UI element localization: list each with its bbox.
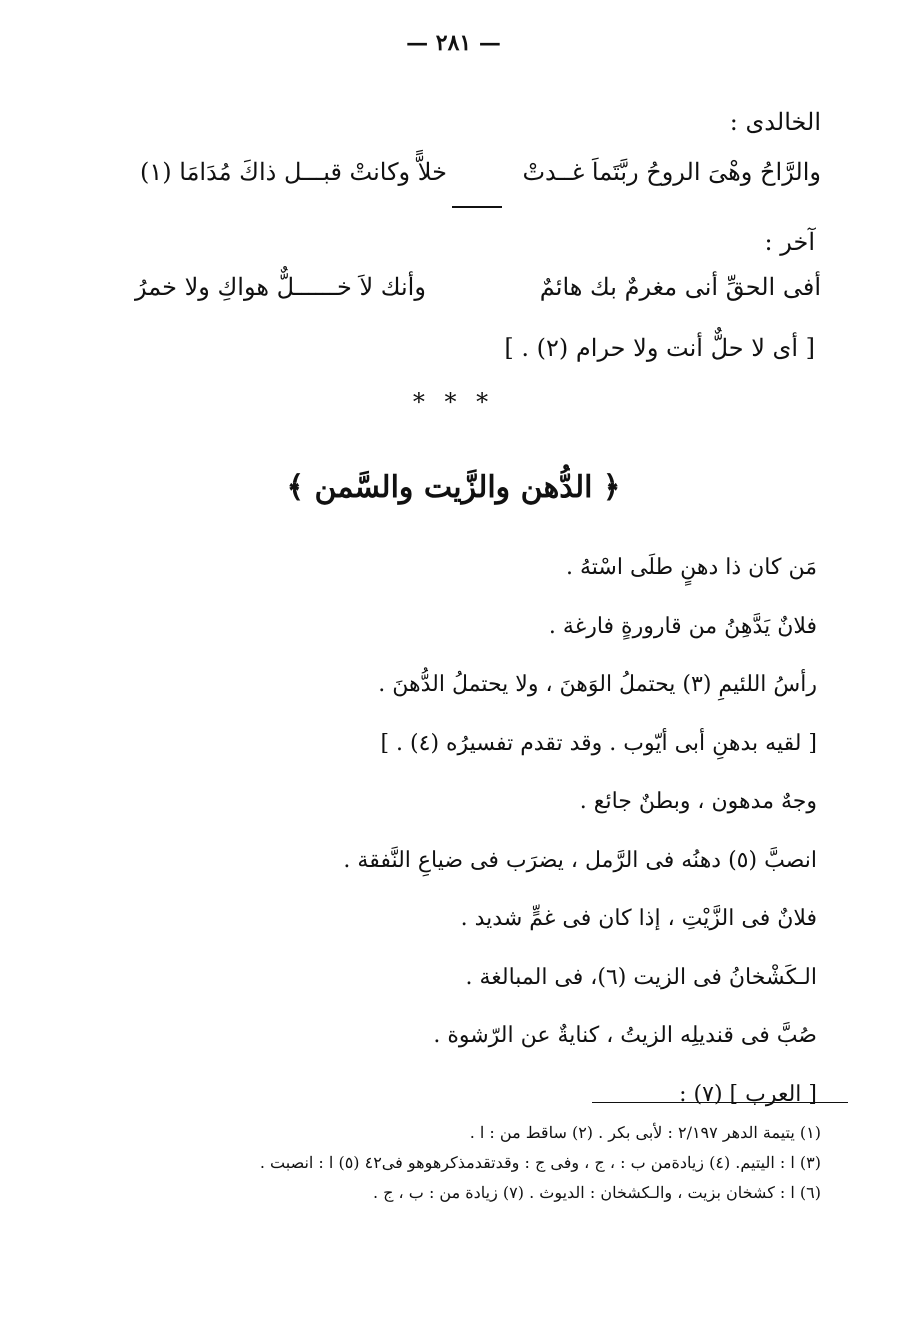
footnote-divider bbox=[592, 1102, 848, 1103]
page-number: — ٢٨١ — bbox=[406, 30, 501, 56]
proverb-item: صُبَّ فى قنديلِه الزيتُ ، كنايةٌ عن الرّشوة . bbox=[433, 1023, 817, 1048]
proverb-item: وجهٌ مدهون ، وبطنٌ جائع . bbox=[579, 789, 817, 814]
proverb-item: فلانٌ يَدَّهِنُ من قارورةٍ فارغة . bbox=[548, 613, 817, 639]
footnote-line: (٣) ا : اليتيم. (٤) زيادةمن ب : ، ج ، وفى ج : وقدتقدمذكرهوهو فى٤٢ (٥) ا : انصبت . bbox=[259, 1153, 821, 1172]
poet-name-2: آخر : bbox=[764, 228, 815, 256]
verse-1-second-hemistich: خلاًّ وكانتْ قبـــل ذاكَ مُدَامَا (١) bbox=[140, 158, 447, 186]
proverb-item: رأسُ اللئيمِ (٣) يحتملُ الوَهنَ ، ولا يحتملُ الدُّهنَ . bbox=[378, 672, 817, 697]
poet-name-1: الخالدى : bbox=[729, 108, 821, 136]
footnote-list bbox=[260, 1118, 821, 1208]
proverb-list bbox=[343, 548, 817, 1133]
poem-divider bbox=[452, 206, 502, 208]
proverb-item: انصبَّ (٥) دهنُه فى الرَّمل ، يضرَب فى ضياعِ النَّفقة . bbox=[343, 847, 817, 873]
section-title: ﴿ الدُّهن والزَّيت والسَّمن ﴾ bbox=[286, 470, 621, 505]
section-separator: * * * bbox=[412, 388, 495, 416]
footnote-line: (٦) ا : كشخان بزيت ، والـكشخان : الديوث . (٧) زيادة من : ب ، ج . bbox=[372, 1183, 821, 1202]
proverb-item: [ العرب ] (٧) : bbox=[679, 1081, 817, 1107]
proverb-item: مَن كان ذا دهنٍ طلَى اسْتهُ . bbox=[566, 555, 817, 580]
proverb-item: الـكَشْخانُ فى الزيت (٦)، فى المبالغة . bbox=[465, 964, 817, 990]
bracketed-gloss: [ أى لا حلٌّ أنت ولا حرام (٢) . ] bbox=[504, 334, 815, 362]
proverb-item: [ لقيه بدهنِ أبى أيّوب . وقد تقدم تفسيرُه (٤) . ] bbox=[380, 730, 817, 756]
verse-2-second-hemistich: وأنك لاَ خــــــلٌّ هواكِ ولا خمرُ bbox=[135, 273, 426, 301]
footnote-line: (١) يتيمة الدهر ٢/١٩٧ : لأبى بكر . (٢) ساقط من : ا . bbox=[469, 1123, 821, 1142]
verse-1-first-hemistich: والرَّاحُ وهْىَ الروحُ ربَّتَماَ غــدتْ bbox=[522, 158, 821, 186]
verse-2-first-hemistich: أفى الحقِّ أنى مغرمٌ بك هائمٌ bbox=[539, 273, 821, 301]
proverb-item: فلانٌ فى الزَّيْتِ ، إذا كان فى غمٍّ شديد . bbox=[460, 906, 817, 931]
